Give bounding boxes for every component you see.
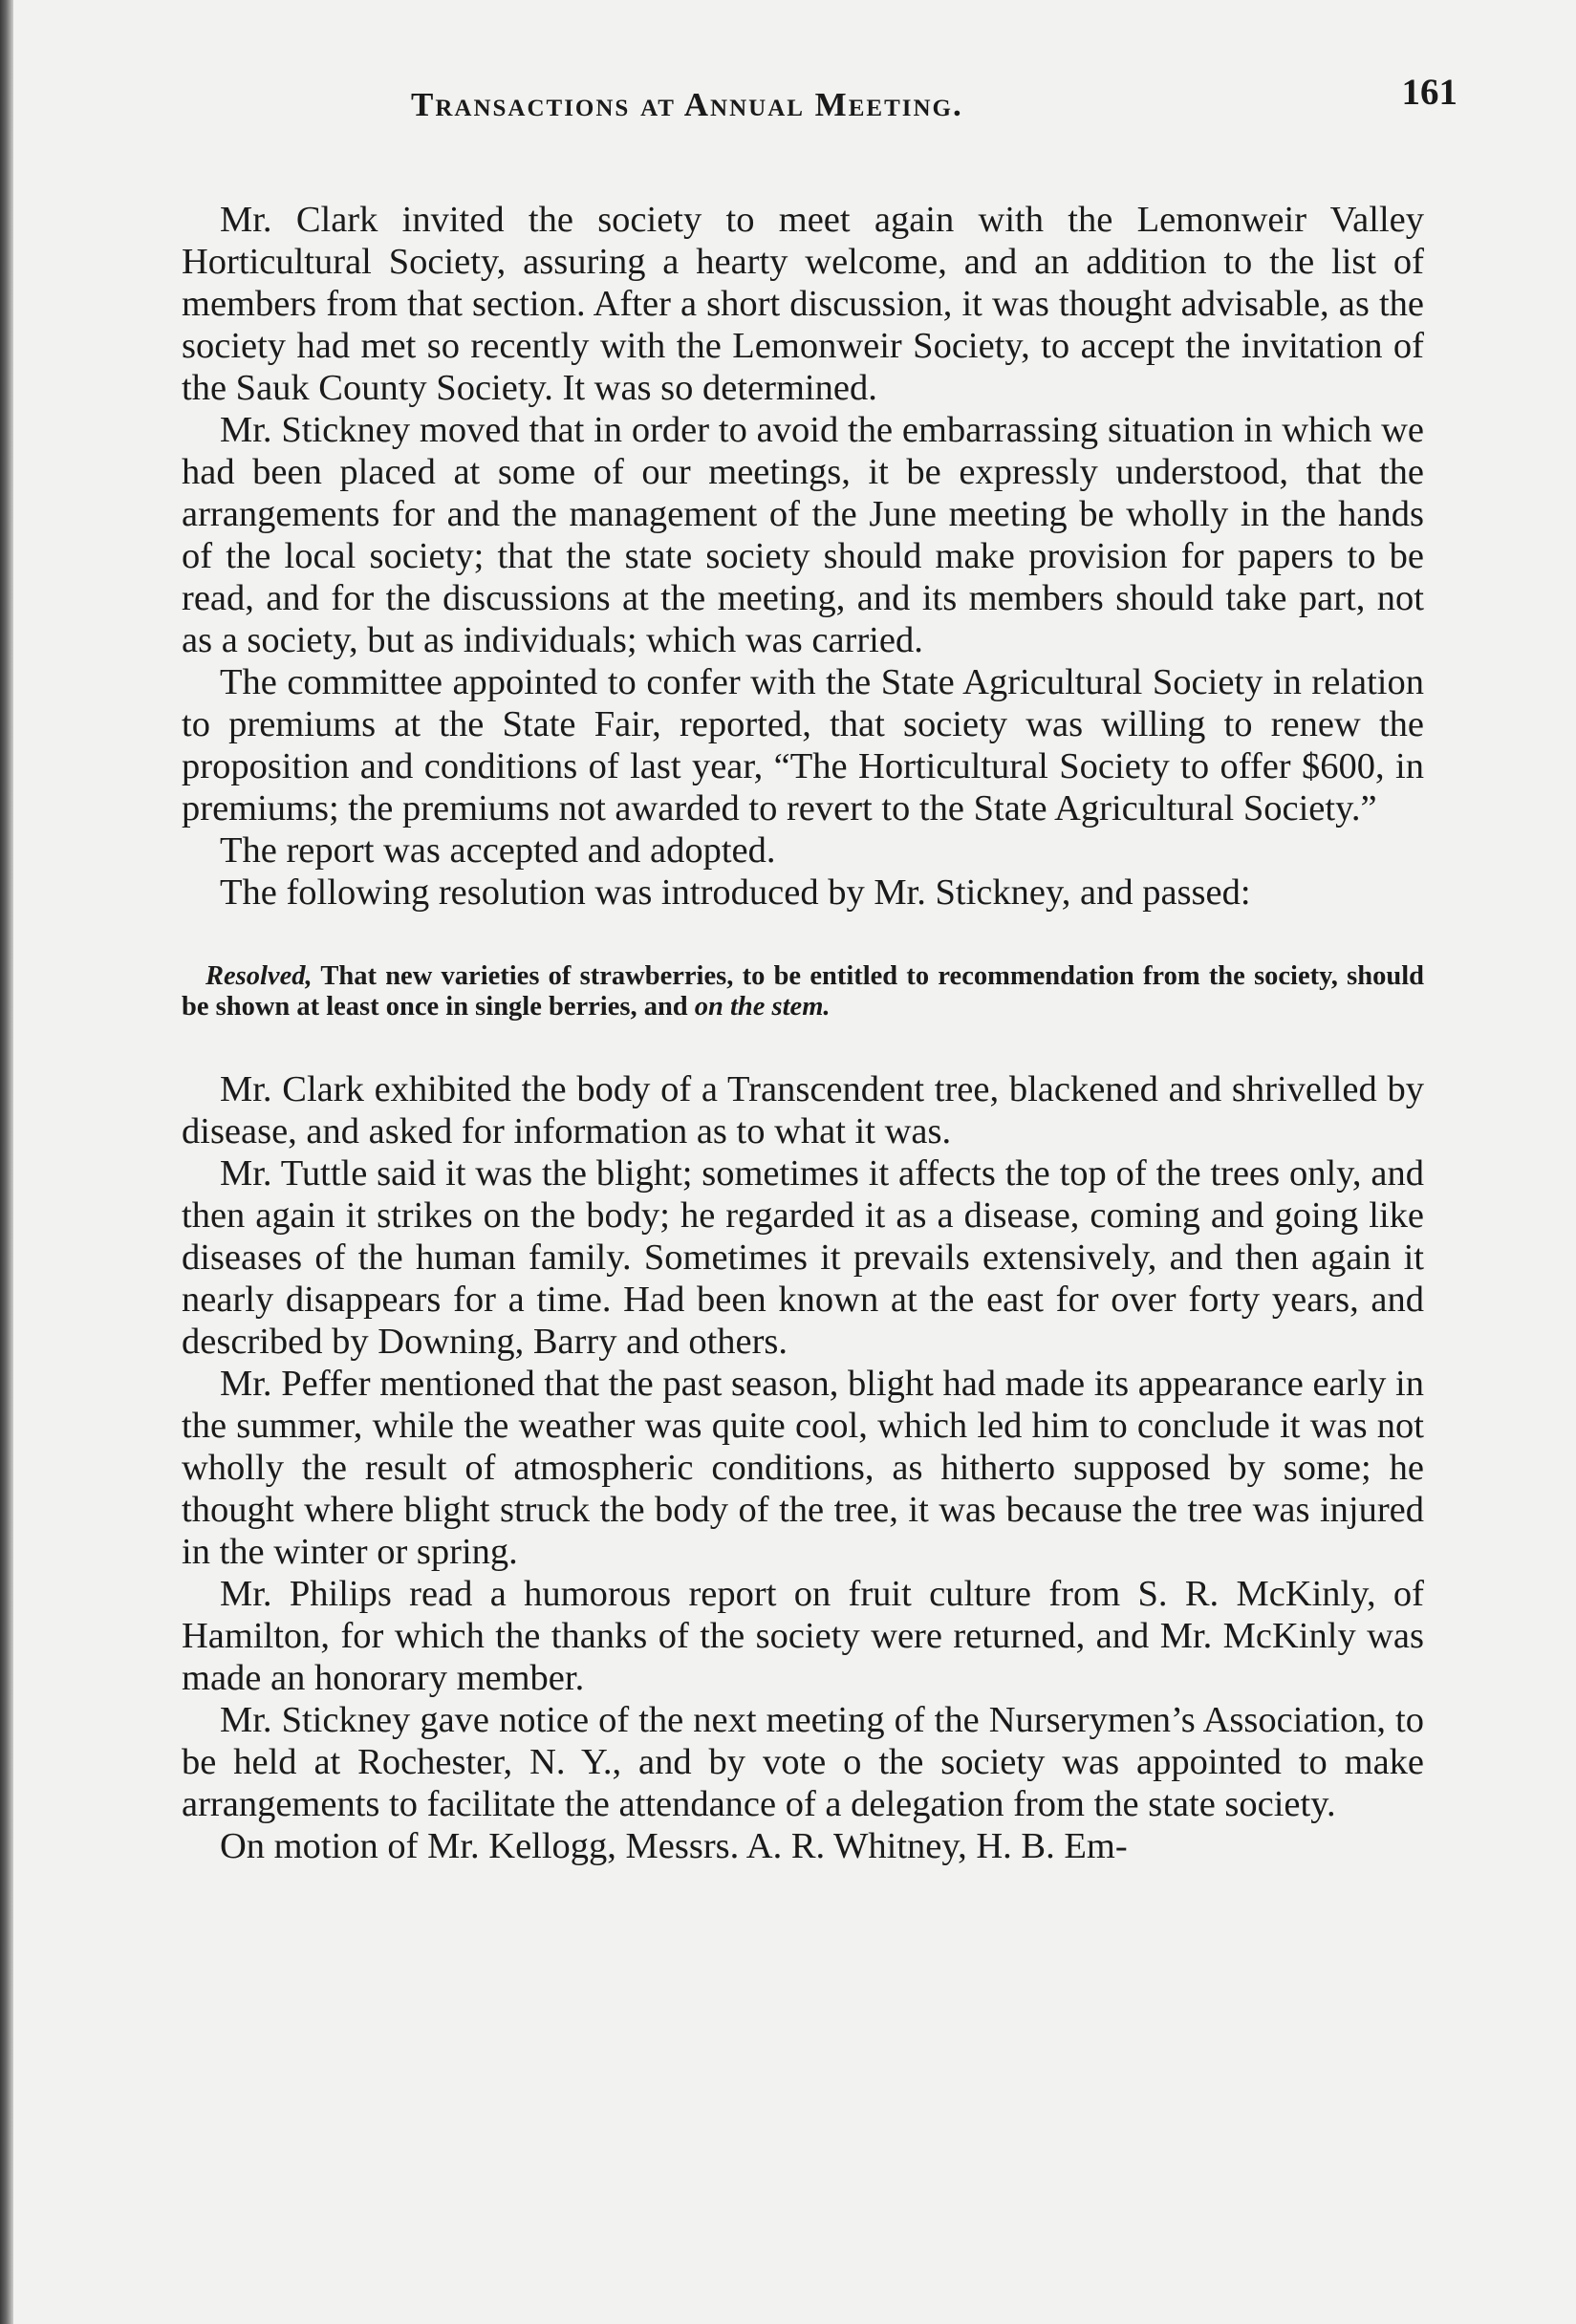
paragraph-stickney-notice: Mr. Stickney gave notice of the next meeting of the Nurserymen’s Association, to be held at Rochester, N. Y., and by vote o the society was appointed to make arrangements to facilitate the attendance of a delegation from the state society. <box>182 1700 1424 1824</box>
paragraph-clark-invitation: Mr. Clark invited the society to meet again with the Lemonweir Valley Horticultural Society, assuring a hearty welcome, and an addition to the list of members from that section. After a short discussion, it was thought advisable, as the society had met so recently with the Lemonweir Society, to accept the invitation of the Sauk County Society. It was so determined. <box>182 200 1424 408</box>
paragraph-kellogg-motion: On motion of Mr. Kellogg, Messrs. A. R. Whitney, H. B. Em- <box>220 1826 1128 1866</box>
paragraph-report-accepted: The report was accepted and adopted. <box>220 830 776 871</box>
scan-binding-edge <box>0 0 13 2324</box>
paragraph-tuttle-blight: Mr. Tuttle said it was the blight; sometimes it affects the top of the trees only, and then again it strikes on the body; he regarded it as a disease, coming and going like diseases of the human family. Sometimes it prevails extensively, and then again it nearly disappears for a time. Had been known at the east for over forty years, and described by Downing, Barry and others. <box>182 1153 1424 1362</box>
book-page <box>182 67 1457 1867</box>
paragraph-committee-report: The committee appointed to confer with the State Agricultural Society in relation to premiums at the State Fair, reported, that society was willing to renew the proposition and conditions of last year, “The Horticultural Society to offer $600, in premiums; the premiums not awarded to revert to the State Agricultural Society.” <box>182 662 1424 828</box>
page-number: 161 <box>1401 72 1457 113</box>
resolution-text: That new varieties of strawberries, to be entitled to recommendation from the society, should be shown at least once in single berries, and <box>182 961 1424 1022</box>
body-text <box>182 199 1424 1867</box>
resolution-lead: Resolved, <box>205 961 313 991</box>
paragraph-resolution-intro: The following resolution was introduced by Mr. Stickney, and passed: <box>220 872 1251 913</box>
paragraph-clark-exhibit: Mr. Clark exhibited the body of a Transcendent tree, blackened and shrivelled by disease, and asked for information as to what it was. <box>182 1069 1424 1151</box>
running-title: Transactions at Annual Meeting. <box>411 86 963 123</box>
resolution-ending: on the stem. <box>694 992 831 1022</box>
resolution-block <box>182 961 1424 1022</box>
paragraph-peffer-blight: Mr. Peffer mentioned that the past season, blight had made its appearance early in the summer, while the weather was quite cool, which led him to conclude it was not wholly the result of atmospheric conditions, as hitherto supposed by some; he thought where blight struck the body of the tree, it was because the tree was injured in the winter or spring. <box>182 1364 1424 1572</box>
paragraph-stickney-motion: Mr. Stickney moved that in order to avoid the embarrassing situation in which we had been placed at some of our meetings, it be expressly understood, that the arrangements for and the management of the June meeting be wholly in the hands of the local society; that the state society should make provision for papers to be read, and for the discussions at the meeting, and its members should take part, not as a society, but as individuals; which was carried. <box>182 410 1424 660</box>
paragraph-philips-report: Mr. Philips read a humorous report on fruit culture from S. R. McKinly, of Hamilton, for which the thanks of the society were returned, and Mr. McKinly was made an honorary member. <box>182 1574 1424 1698</box>
running-head <box>182 67 1457 124</box>
